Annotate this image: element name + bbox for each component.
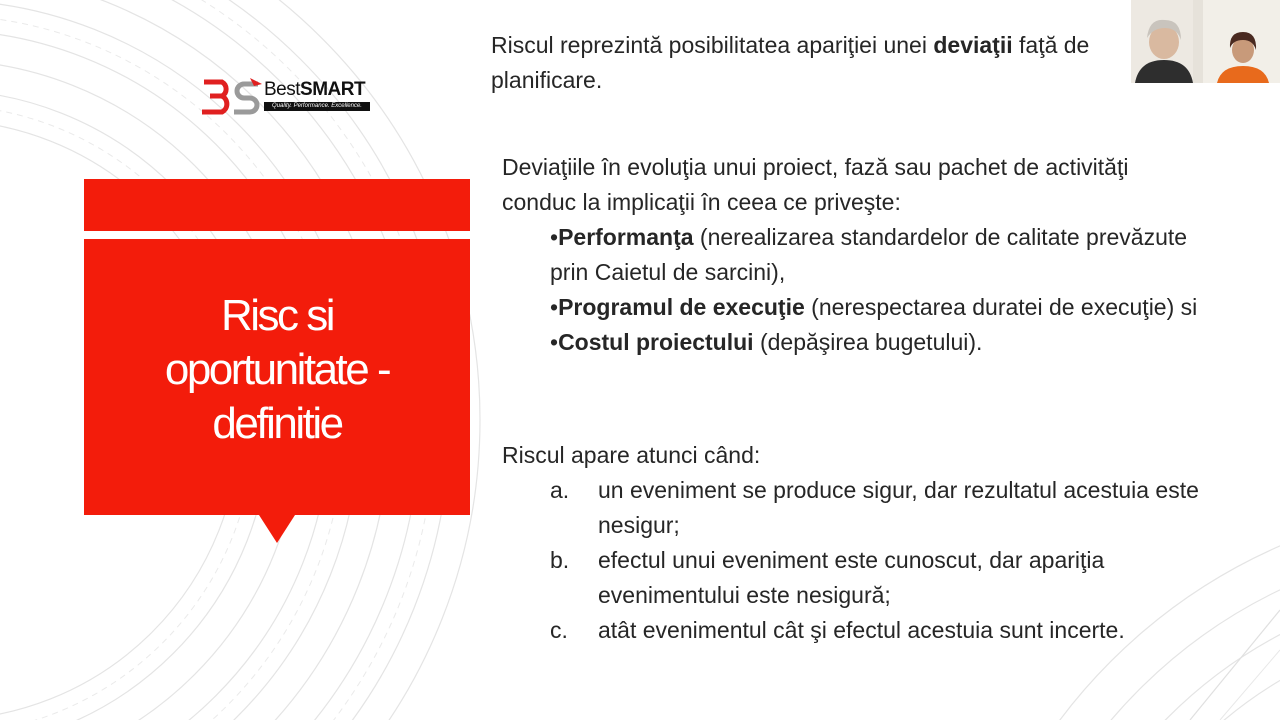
implications-list (502, 220, 1202, 360)
logo-tagline: Quality. Performance. Excellence. (264, 102, 370, 111)
webcam-participants-image (1131, 0, 1280, 83)
slide-title-line: oportunitate - (164, 345, 390, 394)
webcam-overlay (1131, 0, 1280, 83)
list-item: b. efectul unui eveniment este cunoscut, dar apariţia evenimentului este nesigură; (550, 547, 1105, 608)
slide-title-line: Risc si (220, 291, 334, 340)
logo-brand-name: BestSMART (264, 79, 366, 100)
deviations-section (502, 150, 1202, 360)
emphasis-deviatii: deviaţii (933, 32, 1013, 58)
bs-logo-mark (200, 76, 264, 116)
list-item: •Costul proiectului (depăşirea bugetului). (550, 329, 983, 355)
list-item: •Programul de execuţie (nerespectarea duratei de execuţie) si (550, 294, 1198, 320)
intro-paragraph: Riscul reprezintă posibilitatea apariţiei unei deviaţii faţă de planificare. (491, 32, 1090, 93)
list-item: •Performanţa (nerealizarea standardelor de calitate prevăzute prin Caietul de sarcini), (550, 224, 1188, 285)
risk-occurs-section (502, 438, 1242, 648)
bestsmart-logo (200, 76, 372, 116)
title-card-notch (259, 515, 295, 543)
slide-title (84, 289, 470, 451)
list-item: c. atât evenimentul cât şi efectul acestuia sunt incerte. (550, 617, 1125, 643)
title-card (84, 239, 470, 515)
risk-conditions-list (502, 473, 1242, 648)
list-item: a. un eveniment se produce sigur, dar rezultatul acestuia este nesigur; (550, 477, 1199, 538)
slide-title-line: definitie (212, 399, 342, 448)
red-header-bar (84, 179, 470, 231)
deviations-text: Deviaţiile în evoluţia unui proiect, fază sau pachet de activităţi conduc la implicaţii în ceea ce priveşte: (502, 154, 1129, 215)
risk-occurs-text: Riscul apare atunci când: (502, 442, 761, 468)
